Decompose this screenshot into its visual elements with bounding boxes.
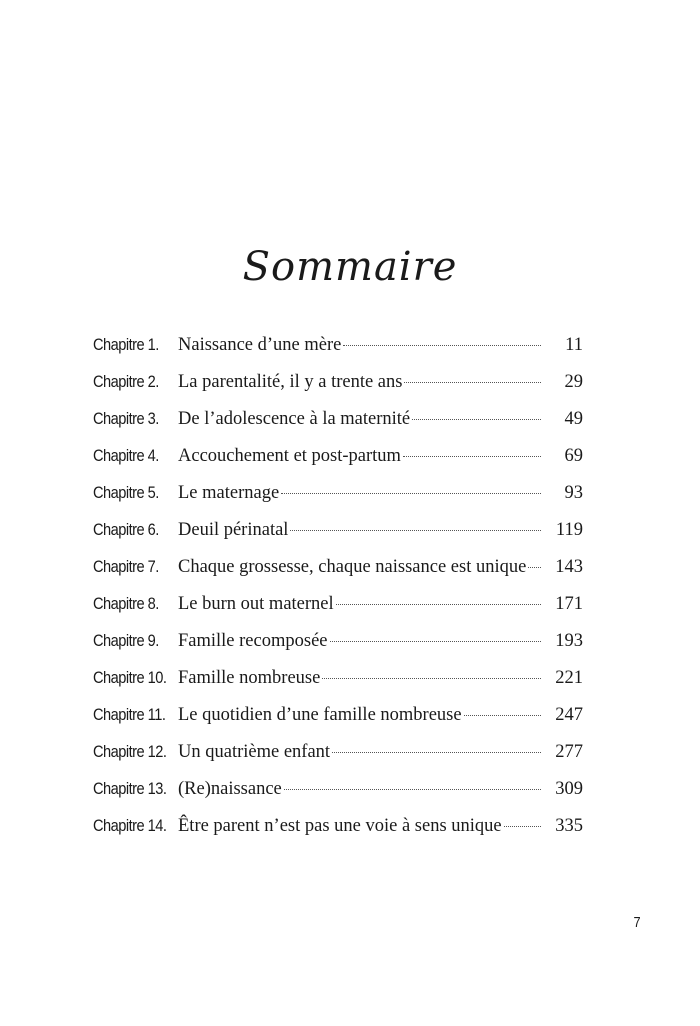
chapter-label: Chapitre 5.	[93, 483, 159, 502]
chapter-label: Chapitre 9.	[93, 631, 159, 650]
chapter-label: Chapitre 13.	[93, 779, 167, 798]
chapter-label: Chapitre 2.	[93, 372, 159, 391]
chapter-title: Famille recomposée	[178, 631, 328, 651]
toc-entry-8	[93, 585, 583, 622]
chapter-label: Chapitre 10.	[93, 668, 167, 687]
chapter-title: Un quatrième enfant	[178, 742, 331, 762]
dot-leader	[403, 455, 541, 457]
toc-entry-12	[93, 733, 583, 770]
toc-entry-4	[93, 437, 583, 474]
dot-leader	[332, 751, 541, 753]
toc-entry-7	[93, 548, 583, 585]
chapter-title: Chaque grossesse, chaque naissance est unique	[178, 557, 527, 577]
chapter-title: Accouchement et post-partum	[178, 446, 401, 466]
page-number: 49	[564, 409, 583, 429]
chapter-label: Chapitre 8.	[93, 594, 159, 613]
dot-leader	[322, 677, 541, 679]
chapter-title: La parentalité, il y a trente ans	[178, 372, 403, 392]
chapter-title: (Re)naissance	[178, 779, 282, 799]
toc-entry-3	[93, 400, 583, 437]
toc-entry-2	[93, 363, 583, 400]
page-number: 93	[564, 483, 583, 503]
dot-leader	[281, 492, 541, 494]
page-number: 335	[555, 816, 583, 836]
page-number: 247	[555, 705, 583, 725]
page-number: 11	[565, 335, 583, 355]
toc-entry-9	[93, 622, 583, 659]
page-number: 29	[564, 372, 583, 392]
dot-leader	[290, 529, 541, 531]
chapter-label: Chapitre 11.	[93, 705, 166, 724]
dot-leader	[412, 418, 541, 420]
toc-entry-14	[93, 807, 583, 844]
page-title: Sommaire	[242, 244, 458, 290]
chapter-label: Chapitre 12.	[93, 742, 167, 761]
table-of-contents	[93, 326, 583, 844]
page-number: 193	[555, 631, 583, 651]
chapter-title: Être parent n’est pas une voie à sens unique	[178, 816, 502, 836]
chapter-title: Le quotidien d’une famille nombreuse	[178, 705, 462, 725]
chapter-title: Le maternage	[178, 483, 280, 503]
toc-entry-6	[93, 511, 583, 548]
page-number: 171	[555, 594, 583, 614]
page-number: 221	[555, 668, 583, 688]
chapter-title: Le burn out maternel	[178, 594, 334, 614]
toc-entry-10	[93, 659, 583, 696]
page-folio: 7	[633, 914, 641, 931]
page-number: 277	[555, 742, 583, 762]
page-number: 69	[564, 446, 583, 466]
chapter-label: Chapitre 1.	[93, 335, 159, 354]
dot-leader	[528, 566, 541, 568]
dot-leader	[284, 788, 541, 790]
dot-leader	[336, 603, 541, 605]
page-number: 119	[555, 520, 583, 540]
toc-entry-5	[93, 474, 583, 511]
toc-entry-1	[93, 326, 583, 363]
chapter-title: Famille nombreuse	[178, 668, 321, 688]
dot-leader	[404, 381, 541, 383]
chapter-title: Deuil périnatal	[178, 520, 289, 540]
toc-entry-11	[93, 696, 583, 733]
chapter-label: Chapitre 6.	[93, 520, 159, 539]
page-number: 143	[555, 557, 583, 577]
page-number: 309	[555, 779, 583, 799]
chapter-label: Chapitre 4.	[93, 446, 159, 465]
dot-leader	[343, 344, 541, 346]
dot-leader	[330, 640, 542, 642]
toc-entry-13	[93, 770, 583, 807]
chapter-label: Chapitre 7.	[93, 557, 159, 576]
dot-leader	[504, 825, 541, 827]
chapter-title: Naissance d’une mère	[178, 335, 342, 355]
dot-leader	[464, 714, 541, 716]
chapter-label: Chapitre 14.	[93, 816, 167, 835]
chapter-label: Chapitre 3.	[93, 409, 159, 428]
chapter-title: De l’adolescence à la maternité	[178, 409, 411, 429]
